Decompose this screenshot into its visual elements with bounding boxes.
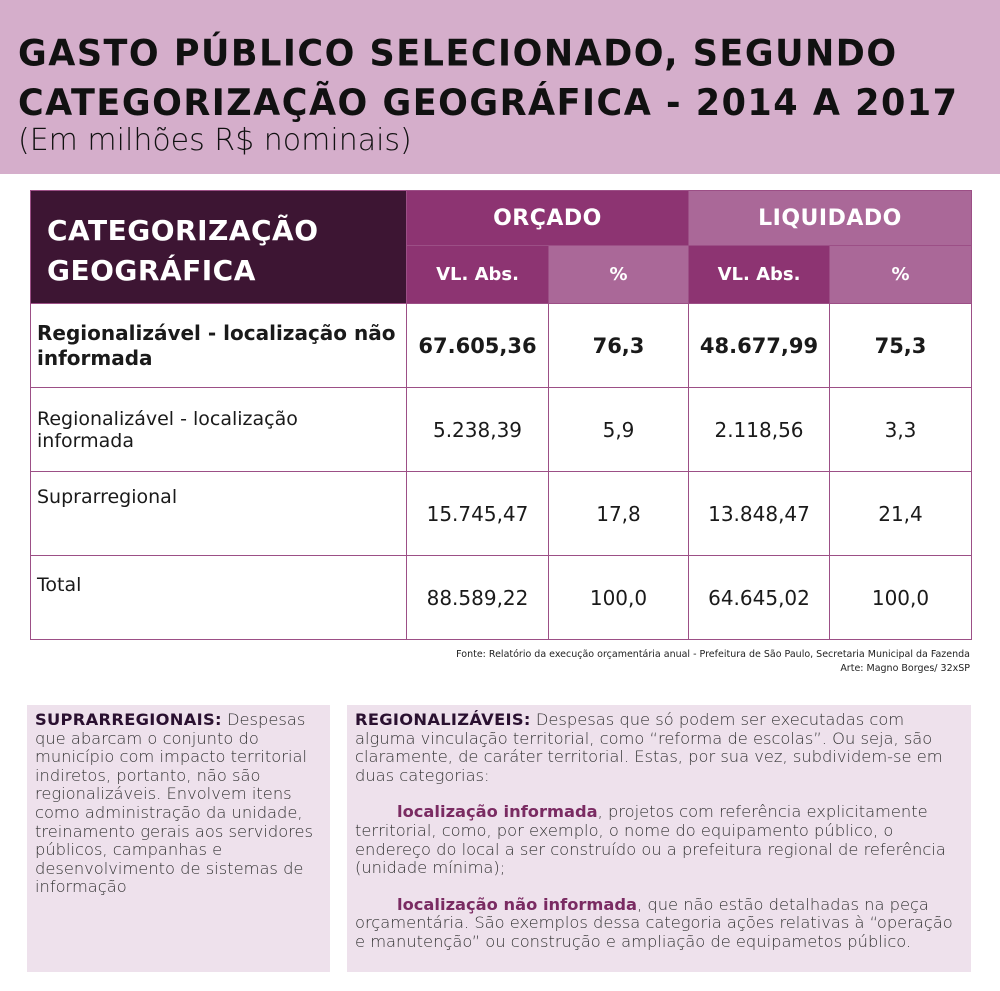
row-orcado-pct: 17,8 (549, 472, 689, 556)
note-regionalizaveis (347, 705, 971, 972)
source-note (270, 648, 970, 676)
note-term: REGIONALIZÁVEIS: (355, 710, 531, 729)
row-liquidado-pct: 21,4 (830, 472, 972, 556)
row-liquidado-abs: 64.645,02 (689, 556, 830, 640)
title-line-1: GASTO PÚBLICO SELECIONADO, SEGUNDO (18, 33, 898, 76)
header-liquidado-pct: % (830, 246, 972, 304)
header-orcado: ORÇADO (407, 191, 689, 246)
table-header-row-1 (31, 191, 972, 246)
row-liquidado-abs: 2.118,56 (689, 388, 830, 472)
note-subterm: localização não informada (397, 894, 638, 914)
row-orcado-pct: 76,3 (549, 304, 689, 388)
row-orcado-pct: 5,9 (549, 388, 689, 472)
credit-line: Arte: Magno Borges/ 32xSP (840, 663, 970, 674)
table-row (31, 304, 972, 388)
note-text: Despesas que abarcam o conjunto do município com impacto territorial indiretos, portanto, não são regionalizáveis. Envolvem itens como administração da unidade, treinamento gerais aos servidores públicos, campanhas e desenvolvimento de sistemas de informação (35, 710, 313, 897)
table-row (31, 472, 972, 556)
note-intro (355, 711, 963, 785)
note-nao-informada (355, 896, 963, 952)
row-category: Regionalizável - localização não informada (31, 304, 407, 388)
row-liquidado-abs: 48.677,99 (689, 304, 830, 388)
note-text: , projetos com referência explicitamente territorial, como, por exemplo, o nome do equipamento público, o endereço do local a ser construído ou a prefeitura regional de referência (unidade mínima); (355, 802, 946, 878)
header-category-line-1: CATEGORIZAÇÃO (47, 214, 319, 247)
row-liquidado-pct: 100,0 (830, 556, 972, 640)
row-category: Regionalizável - localização informada (31, 388, 407, 472)
row-orcado-abs: 15.745,47 (407, 472, 549, 556)
title-line-2: CATEGORIZAÇÃO GEOGRÁFICA - 2014 A 2017 (18, 82, 959, 125)
row-category: Total (31, 556, 407, 640)
row-orcado-pct: 100,0 (549, 556, 689, 640)
table-row (31, 388, 972, 472)
page-title (18, 30, 1000, 129)
note-term: SUPRARREGIONAIS: (35, 710, 222, 729)
header-category-line-2: GEOGRÁFICA (47, 254, 256, 287)
note-subterm: localização informada (397, 802, 598, 822)
row-liquidado-pct: 3,3 (830, 388, 972, 472)
data-table (30, 190, 972, 640)
row-liquidado-pct: 75,3 (830, 304, 972, 388)
note-text: , que não estão detalhadas na peça orçamentária. São exemplos dessa categoria ações relativas à “operação e manutenção” ou construção e ampliação de equipametos público. (355, 894, 953, 951)
note-informada (355, 803, 963, 877)
header-banner (0, 0, 1000, 174)
row-category: Suprarregional (31, 472, 407, 556)
row-orcado-abs: 5.238,39 (407, 388, 549, 472)
data-table-container (30, 190, 971, 640)
note-text: Despesas que só podem ser executadas com alguma vinculação territorial, como “reforma de escolas”. Ou seja, são claramente, de caráter territorial. Estas, por sua vez, subdividem-se em duas categorias: (355, 710, 943, 785)
table-row-total (31, 556, 972, 640)
row-liquidado-abs: 13.848,47 (689, 472, 830, 556)
header-category (31, 191, 407, 304)
source-line: Fonte: Relatório da execução orçamentária anual - Prefeitura de São Paulo, Secretaria Municipal da Fazenda (456, 649, 970, 660)
row-orcado-abs: 88.589,22 (407, 556, 549, 640)
header-orcado-abs: VL. Abs. (407, 246, 549, 304)
row-orcado-abs: 67.605,36 (407, 304, 549, 388)
header-orcado-pct: % (549, 246, 689, 304)
header-liquidado-abs: VL. Abs. (689, 246, 830, 304)
page-subtitle: (Em milhões R$ nominais) (18, 123, 412, 158)
header-liquidado: LIQUIDADO (689, 191, 972, 246)
note-suprarregionais (27, 705, 330, 972)
